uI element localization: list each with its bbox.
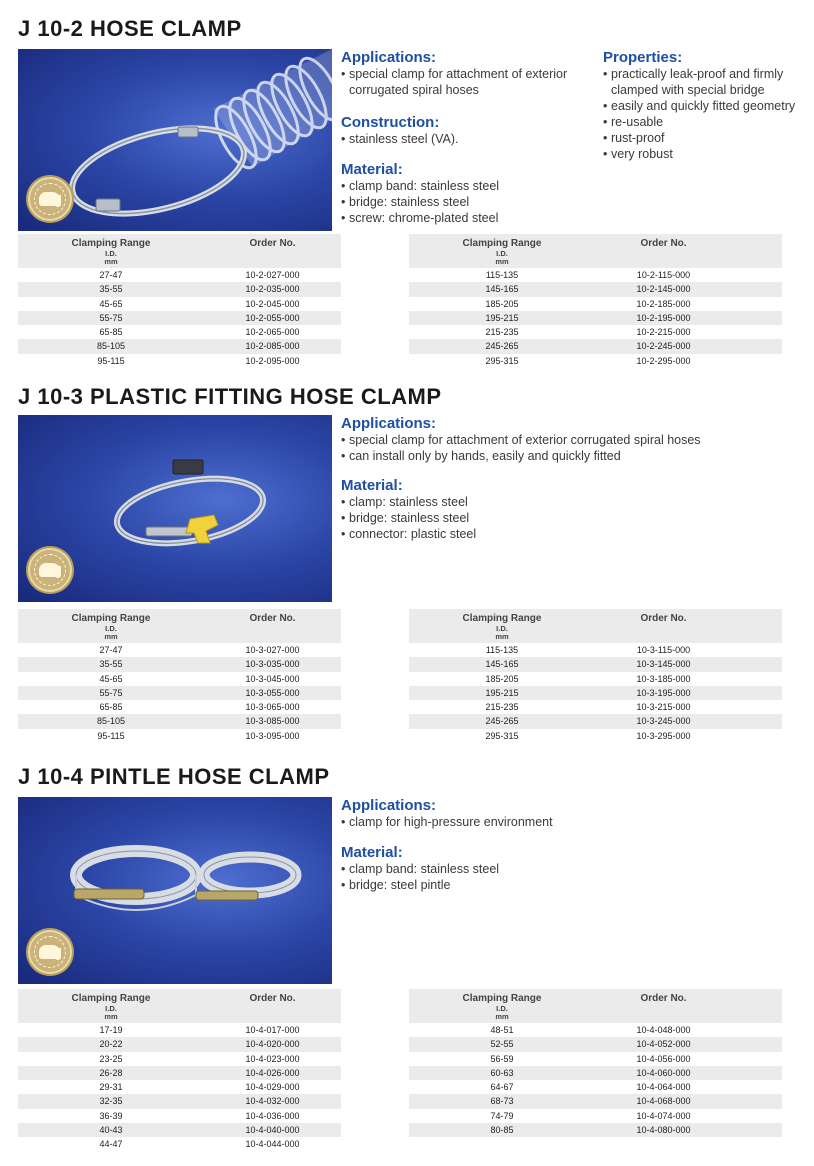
mm-label: mm — [104, 632, 118, 641]
product-photo-j10-2 — [18, 49, 332, 231]
order-no-header: Order No. — [640, 238, 687, 249]
table-row — [409, 1109, 782, 1123]
unit-label — [409, 1005, 595, 1021]
mm-label: mm — [495, 257, 509, 266]
bullet-item: • connector: plastic steel — [341, 527, 477, 541]
order-no-cell: 10-2-185-000 — [636, 298, 691, 309]
clamping-range-cell: 245-265 — [485, 341, 519, 352]
material-heading: Material: — [341, 844, 403, 861]
order-table-left — [18, 989, 341, 1152]
clamping-range-cell: 80-85 — [490, 1125, 514, 1136]
order-no-cell: 10-4-074-000 — [636, 1110, 691, 1121]
clamping-range-cell: 215-235 — [485, 702, 519, 713]
material-block — [341, 477, 641, 542]
order-no-cell: 10-3-195-000 — [636, 687, 691, 698]
table-row — [409, 1052, 782, 1066]
order-no-cell: 10-3-145-000 — [636, 659, 691, 670]
table-row — [409, 311, 782, 325]
order-no-cell: 10-2-027-000 — [245, 270, 300, 280]
order-no-cell: 10-3-035-000 — [245, 659, 300, 670]
id-label: I.D. — [496, 249, 508, 258]
bullet-item: • clamp: stainless steel — [341, 495, 468, 509]
material-block — [341, 844, 641, 893]
clamping-range-cell: 65-85 — [99, 327, 123, 338]
order-no-cell: 10-3-245-000 — [636, 716, 691, 727]
order-no-cell: 10-3-185-000 — [636, 673, 691, 684]
order-no-cell: 10-4-052-000 — [636, 1039, 691, 1050]
order-no-cell: 10-4-060-000 — [636, 1067, 691, 1078]
bullet-item: • bridge: stainless steel — [341, 511, 470, 525]
order-no-cell: 10-4-080-000 — [636, 1125, 691, 1136]
table-row — [409, 297, 782, 311]
order-no-cell: 10-3-045-000 — [245, 673, 300, 684]
applications-heading: Applications: — [341, 49, 437, 66]
table-row — [18, 339, 341, 353]
elephant-logo-icon — [28, 177, 72, 221]
table-row — [409, 700, 782, 714]
table-header — [18, 609, 341, 643]
table-row — [18, 1080, 341, 1094]
clamping-range-cell: 35-55 — [99, 659, 123, 670]
order-no-cell: 10-3-065-000 — [245, 702, 300, 713]
order-no-cell: 10-3-027-000 — [245, 645, 300, 655]
section-title-j10-4: J 10-4 PINTLE HOSE CLAMP — [18, 764, 330, 789]
id-label: I.D. — [105, 1004, 117, 1013]
table-row — [18, 686, 341, 700]
bullet-item: clamped with special bridge — [611, 83, 765, 97]
clamping-range-header: Clamping Range — [71, 993, 151, 1004]
order-no-cell: 10-3-085-000 — [245, 716, 300, 727]
unit-label — [18, 250, 204, 266]
table-row — [18, 729, 341, 743]
clamping-range-cell: 26-28 — [99, 1067, 123, 1078]
clamping-range-cell: 44-47 — [99, 1139, 123, 1150]
clamping-range-cell: 45-65 — [99, 673, 123, 684]
clamping-range-cell: 55-75 — [99, 687, 123, 698]
order-table-right — [409, 234, 782, 368]
order-no-cell: 10-4-032-000 — [245, 1096, 300, 1107]
table-row — [18, 1066, 341, 1080]
order-no-cell: 10-4-064-000 — [636, 1082, 691, 1093]
order-no-cell: 10-3-115-000 — [636, 645, 691, 655]
order-no-cell: 10-4-040-000 — [245, 1125, 300, 1136]
table-row — [18, 643, 341, 657]
table-row — [18, 1123, 341, 1137]
clamping-range-cell: 32-35 — [99, 1096, 123, 1107]
unit-label — [409, 625, 595, 641]
product-photo-j10-4 — [18, 797, 332, 984]
table-row — [18, 1109, 341, 1123]
order-no-cell: 10-4-023-000 — [245, 1053, 300, 1064]
table-header — [409, 234, 782, 268]
bullet-item: • practically leak-proof and firmly — [603, 67, 784, 81]
table-row — [18, 1023, 341, 1037]
table-row — [409, 643, 782, 657]
bullet-item: • special clamp for attachment of exterior corrugated spiral hoses — [341, 433, 701, 447]
unit-label — [18, 625, 204, 641]
table-row — [18, 268, 341, 282]
table-row — [409, 339, 782, 353]
order-no-cell: 10-3-055-000 — [245, 687, 300, 698]
clamping-range-cell: 65-85 — [99, 702, 123, 713]
bullet-item: • easily and quickly fitted geometry — [603, 99, 796, 113]
table-row — [409, 714, 782, 728]
table-row — [18, 657, 341, 671]
clamping-range-cell: 56-59 — [490, 1053, 514, 1064]
order-no-header: Order No. — [640, 613, 687, 624]
clamping-range-header: Clamping Range — [71, 238, 151, 249]
order-no-cell: 10-2-245-000 — [636, 341, 691, 352]
clamping-range-cell: 35-55 — [99, 284, 123, 295]
id-label: I.D. — [105, 624, 117, 633]
bullet-item: • bridge: stainless steel — [341, 195, 470, 209]
construction-heading: Construction: — [341, 114, 440, 131]
clamping-range-cell: 145-165 — [485, 659, 519, 670]
bullet-item: • stainless steel (VA). — [341, 132, 459, 146]
order-no-cell: 10-2-295-000 — [636, 355, 691, 366]
order-no-cell: 10-2-115-000 — [636, 270, 691, 280]
section-title-j10-3: J 10-3 PLASTIC FITTING HOSE CLAMP — [18, 384, 442, 409]
order-no-header: Order No. — [640, 993, 687, 1004]
clamping-range-cell: 64-67 — [490, 1082, 514, 1093]
table-row — [18, 700, 341, 714]
clamping-range-cell: 195-215 — [485, 312, 519, 323]
table-row — [409, 354, 782, 368]
order-no-cell: 10-4-026-000 — [245, 1067, 300, 1078]
clamping-range-cell: 36-39 — [99, 1110, 123, 1121]
id-label: I.D. — [496, 1004, 508, 1013]
bullet-item: • clamp band: stainless steel — [341, 862, 500, 876]
table-header — [18, 989, 341, 1023]
clamping-range-cell: 95-115 — [97, 355, 125, 366]
table-row — [18, 282, 341, 296]
clamping-range-cell: 52-55 — [490, 1039, 514, 1050]
order-no-cell: 10-4-020-000 — [245, 1039, 300, 1050]
order-no-cell: 10-2-035-000 — [245, 284, 300, 295]
order-no-cell: 10-2-145-000 — [636, 284, 691, 295]
order-no-cell: 10-4-048-000 — [636, 1025, 691, 1035]
table-row — [18, 714, 341, 728]
table-row — [18, 1052, 341, 1066]
clamping-range-cell: 145-165 — [485, 284, 519, 295]
id-label: I.D. — [105, 249, 117, 258]
order-no-cell: 10-2-085-000 — [245, 341, 300, 352]
bullet-item: • can install only by hands, easily and quickly fitted — [341, 449, 621, 463]
applications-block — [341, 415, 781, 464]
elephant-logo-icon — [28, 548, 72, 592]
table-row — [18, 1094, 341, 1108]
applications-heading: Applications: — [341, 797, 437, 814]
table-row — [409, 282, 782, 296]
clamping-range-cell: 17-19 — [99, 1025, 123, 1035]
order-no-cell: 10-3-095-000 — [245, 730, 300, 741]
mm-label: mm — [495, 632, 509, 641]
order-no-cell: 10-2-065-000 — [245, 327, 300, 338]
mm-label: mm — [104, 257, 118, 266]
clamping-range-cell: 115-135 — [485, 645, 519, 655]
bullet-item: • special clamp for attachment of exterior — [341, 67, 568, 81]
clamping-range-header: Clamping Range — [71, 613, 151, 624]
table-row — [18, 297, 341, 311]
table-row — [409, 1080, 782, 1094]
clamping-range-cell: 185-205 — [485, 673, 519, 684]
clamping-range-cell: 185-205 — [485, 298, 519, 309]
mm-label: mm — [104, 1012, 118, 1021]
clamping-range-cell: 23-25 — [99, 1053, 123, 1064]
table-row — [409, 672, 782, 686]
properties-block — [603, 49, 808, 162]
clamping-range-header: Clamping Range — [462, 993, 542, 1004]
clamping-range-cell: 60-63 — [490, 1067, 514, 1078]
clamping-range-cell: 55-75 — [99, 312, 123, 323]
order-no-header: Order No. — [249, 613, 296, 624]
table-row — [409, 729, 782, 743]
bullet-item: • re-usable — [603, 115, 664, 129]
clamping-range-cell: 115-135 — [485, 270, 519, 280]
clamping-range-cell: 27-47 — [99, 645, 123, 655]
clamping-range-cell: 45-65 — [99, 298, 123, 309]
table-row — [409, 1094, 782, 1108]
table-header — [409, 989, 782, 1023]
clamping-range-cell: 215-235 — [485, 327, 519, 338]
order-no-cell: 10-3-215-000 — [636, 702, 691, 713]
table-header — [18, 234, 341, 268]
table-row — [18, 1037, 341, 1051]
table-row — [409, 1023, 782, 1037]
table-header — [409, 609, 782, 643]
order-table-right — [409, 989, 782, 1137]
order-table-left — [18, 234, 341, 368]
table-row — [409, 1123, 782, 1137]
order-no-cell: 10-4-017-000 — [245, 1025, 300, 1035]
order-no-cell: 10-4-044-000 — [245, 1139, 300, 1150]
bullet-item: • clamp band: stainless steel — [341, 179, 500, 193]
unit-label — [18, 1005, 204, 1021]
bullet-item: • clamp for high-pressure environment — [341, 815, 553, 829]
order-no-cell: 10-3-295-000 — [636, 730, 691, 741]
bullet-item: • bridge: steel pintle — [341, 878, 451, 892]
clamping-range-cell: 48-51 — [490, 1025, 514, 1035]
clamping-range-cell: 85-105 — [96, 716, 126, 727]
table-row — [409, 657, 782, 671]
table-row — [409, 1066, 782, 1080]
order-no-cell: 10-4-068-000 — [636, 1096, 691, 1107]
clamping-range-header: Clamping Range — [462, 238, 542, 249]
table-row — [409, 268, 782, 282]
table-row — [18, 1137, 341, 1151]
table-row — [18, 672, 341, 686]
order-no-cell: 10-2-195-000 — [636, 312, 691, 323]
order-no-cell: 10-4-029-000 — [245, 1082, 300, 1093]
bullet-item: • rust-proof — [603, 131, 665, 145]
clamping-range-cell: 74-79 — [490, 1110, 514, 1121]
table-row — [18, 325, 341, 339]
table-row — [409, 686, 782, 700]
applications-heading: Applications: — [341, 415, 437, 432]
clamping-range-cell: 20-22 — [99, 1039, 123, 1050]
order-no-cell: 10-4-036-000 — [245, 1110, 300, 1121]
product-photo-j10-3 — [18, 415, 332, 602]
clamping-range-cell: 27-47 — [99, 270, 123, 280]
clamping-range-cell: 295-315 — [485, 730, 519, 741]
order-no-cell: 10-2-215-000 — [636, 327, 691, 338]
clamping-range-cell: 85-105 — [96, 341, 126, 352]
order-no-cell: 10-4-056-000 — [636, 1053, 691, 1064]
construction-block — [341, 114, 601, 147]
clamping-range-header: Clamping Range — [462, 613, 542, 624]
table-row — [18, 354, 341, 368]
clamping-range-cell: 29-31 — [99, 1082, 123, 1093]
table-row — [409, 325, 782, 339]
material-block — [341, 161, 601, 226]
bullet-item: • screw: chrome-plated steel — [341, 211, 499, 225]
applications-block — [341, 797, 781, 830]
order-no-cell: 10-2-055-000 — [245, 312, 300, 323]
table-row — [409, 1037, 782, 1051]
material-heading: Material: — [341, 477, 403, 494]
order-no-cell: 10-2-045-000 — [245, 298, 300, 309]
properties-heading: Properties: — [603, 49, 683, 66]
mm-label: mm — [495, 1012, 509, 1021]
clamping-range-cell: 95-115 — [97, 730, 125, 741]
clamping-range-cell: 195-215 — [485, 687, 519, 698]
bullet-item: corrugated spiral hoses — [349, 83, 479, 97]
elephant-logo-icon — [28, 930, 72, 974]
clamping-range-cell: 40-43 — [99, 1125, 123, 1136]
section-title-j10-2: J 10-2 HOSE CLAMP — [18, 16, 242, 41]
order-no-cell: 10-2-095-000 — [245, 355, 300, 366]
order-table-right — [409, 609, 782, 743]
clamping-range-cell: 68-73 — [490, 1096, 514, 1107]
applications-block — [341, 49, 601, 98]
clamping-range-cell: 295-315 — [485, 355, 519, 366]
clamping-range-cell: 245-265 — [485, 716, 519, 727]
order-no-header: Order No. — [249, 993, 296, 1004]
material-heading: Material: — [341, 161, 403, 178]
bullet-item: • very robust — [603, 147, 673, 161]
unit-label — [409, 250, 595, 266]
order-table-left — [18, 609, 341, 743]
id-label: I.D. — [496, 624, 508, 633]
order-no-header: Order No. — [249, 238, 296, 249]
table-row — [18, 311, 341, 325]
